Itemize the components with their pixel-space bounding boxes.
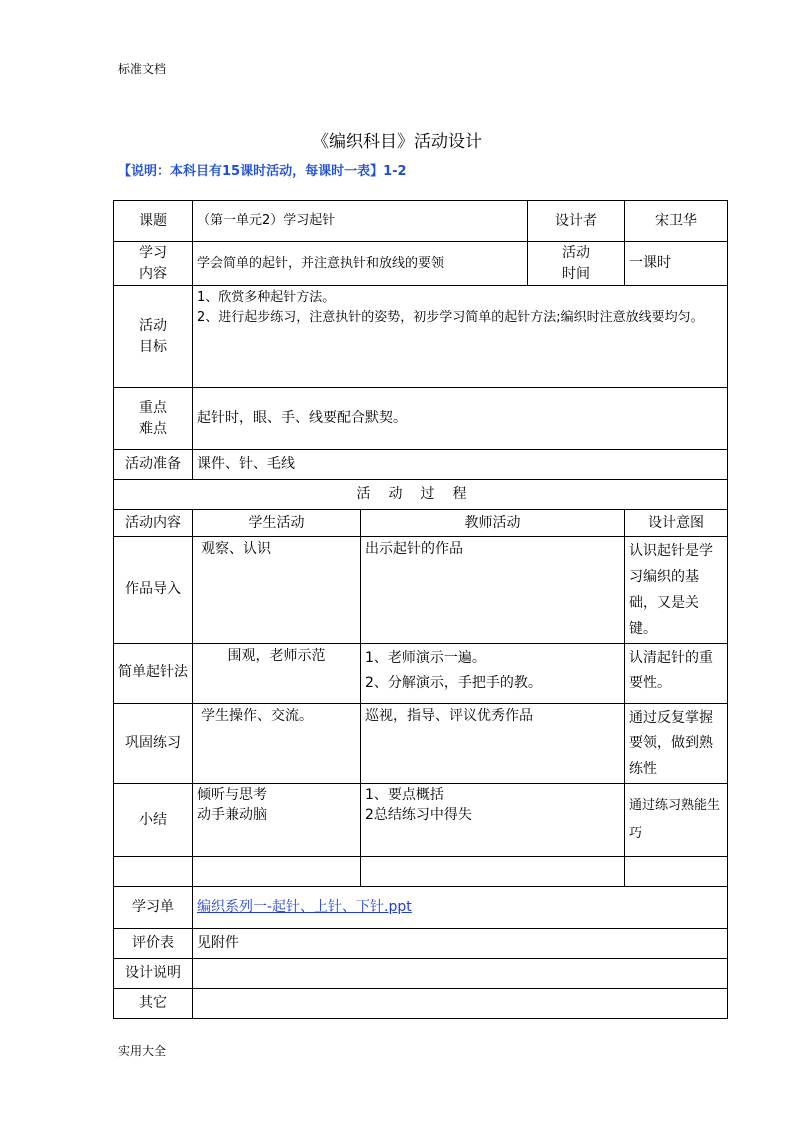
empty-cell <box>114 857 193 887</box>
activity-design-table <box>113 200 728 1019</box>
designer-value: 宋卫华 <box>625 201 728 242</box>
worksheet-label: 学习单 <box>114 887 193 929</box>
empty-cell <box>361 857 625 887</box>
other-label: 其它 <box>114 989 193 1019</box>
row-content: 巩固练习 <box>114 703 193 784</box>
evaluation-row <box>114 929 728 959</box>
content-value: 学会简单的起针，并注意执针和放线的要领 <box>193 242 528 286</box>
empty-cell <box>625 857 728 887</box>
column-header-teacher: 教师活动 <box>361 510 625 537</box>
row-student: 学生操作、交流。 <box>193 703 361 784</box>
row-content: 作品导入 <box>114 537 193 644</box>
empty-row <box>114 857 728 887</box>
empty-cell <box>193 857 361 887</box>
row-intent: 通过反复掌握要领，做到熟练性 <box>625 703 728 784</box>
row-student: 倾听与思考 动手兼动脑 <box>193 784 361 857</box>
header-note: 标准文档 <box>118 62 167 76</box>
process-heading-row <box>114 480 728 510</box>
designer-label: 设计者 <box>528 201 625 242</box>
key-row <box>114 388 728 450</box>
document-title: 《编织科目》活动设计 <box>312 132 482 152</box>
footer-note: 实用大全 <box>118 1044 167 1058</box>
prep-label: 活动准备 <box>114 450 193 480</box>
goal-value: 1、欣赏多种起针方法。 2、进行起步练习，注意执针的姿势，初步学习简单的起针方法;编织时注意放线要均匀。 <box>193 286 728 388</box>
topic-label: 课题 <box>114 201 193 242</box>
design-note-label: 设计说明 <box>114 959 193 989</box>
content-label: 学习 内容 <box>114 242 193 286</box>
time-value: 一课时 <box>625 242 728 286</box>
row-student: 围观，老师示范 <box>193 643 361 703</box>
prep-value: 课件、针、毛线 <box>193 450 728 480</box>
row-teacher: 出示起针的作品 <box>361 537 625 644</box>
row-intent: 认识起针是学习编织的基础，又是关键。 <box>625 537 728 644</box>
column-header-intent: 设计意图 <box>625 510 728 537</box>
document-subtitle: 【说明：本科目有15课时活动，每课时一表】1-2 <box>118 164 407 179</box>
goal-label: 活动 目标 <box>114 286 193 388</box>
topic-value: （第一单元2）学习起针 <box>193 201 528 242</box>
row-intent: 认清起针的重要性。 <box>625 643 728 703</box>
other-row <box>114 989 728 1019</box>
process-heading: 活动过程 <box>114 480 728 510</box>
column-header-student: 学生活动 <box>193 510 361 537</box>
other-value <box>193 989 728 1019</box>
design-note-row <box>114 959 728 989</box>
key-label: 重点 难点 <box>114 388 193 450</box>
row-intent: 通过练习熟能生巧 <box>625 784 728 857</box>
content-row <box>114 242 728 286</box>
row-content: 简单起针法 <box>114 643 193 703</box>
row-teacher: 1、要点概括 2总结练习中得失 <box>361 784 625 857</box>
goal-row <box>114 286 728 388</box>
table-row <box>114 643 728 703</box>
design-note-value <box>193 959 728 989</box>
row-content: 小结 <box>114 784 193 857</box>
evaluation-label: 评价表 <box>114 929 193 959</box>
prep-row <box>114 450 728 480</box>
table-row <box>114 537 728 644</box>
topic-row <box>114 201 728 242</box>
worksheet-row <box>114 887 728 929</box>
row-teacher: 1、老师演示一遍。 2、分解演示，手把手的教。 <box>361 643 625 703</box>
worksheet-cell <box>193 887 728 929</box>
row-teacher: 巡视，指导、评议优秀作品 <box>361 703 625 784</box>
row-student: 观察、认识 <box>193 537 361 644</box>
worksheet-link[interactable]: 编织系列一-起针、上针、下针.ppt <box>197 899 412 916</box>
column-header-row <box>114 510 728 537</box>
evaluation-value: 见附件 <box>193 929 728 959</box>
column-header-content: 活动内容 <box>114 510 193 537</box>
table-row <box>114 784 728 857</box>
time-label: 活动 时间 <box>528 242 625 286</box>
table-row <box>114 703 728 784</box>
key-value: 起针时，眼、手、线要配合默契。 <box>193 388 728 450</box>
